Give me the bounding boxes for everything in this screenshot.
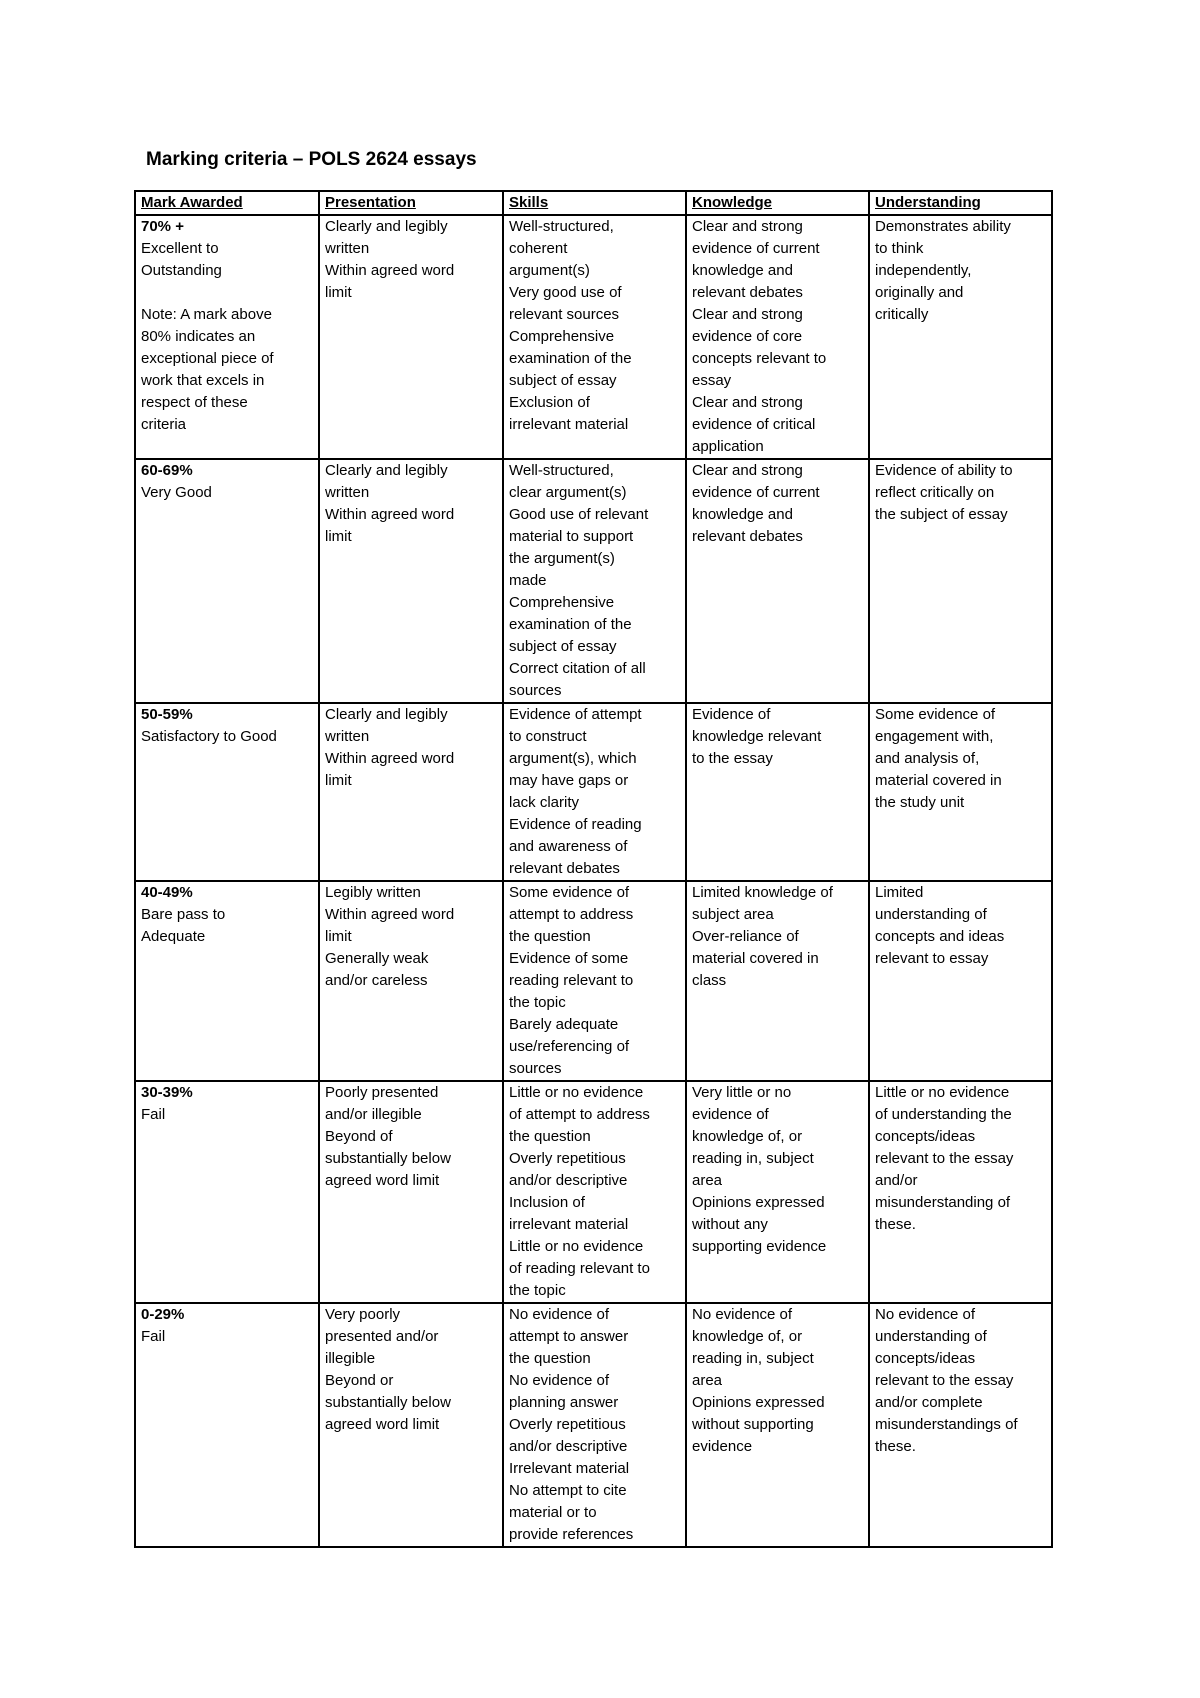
cell-line: and/or descriptive bbox=[509, 1438, 628, 1455]
understanding-cell bbox=[869, 215, 1052, 459]
cell-line: Evidence of ability to bbox=[875, 462, 1013, 479]
cell-line: Over-reliance of bbox=[692, 928, 799, 945]
table-row bbox=[135, 703, 1052, 881]
cell-line: without supporting bbox=[692, 1416, 814, 1433]
cell-line: agreed word limit bbox=[325, 1172, 440, 1189]
cell-line: Well-structured, bbox=[509, 462, 614, 479]
presentation-cell bbox=[319, 881, 503, 1081]
cell-line: of reading relevant to bbox=[509, 1260, 650, 1277]
presentation-cell bbox=[319, 1081, 503, 1303]
cell-line: material to support bbox=[509, 528, 634, 545]
cell-line: the subject of essay bbox=[875, 506, 1008, 523]
cell-line: Very good use of bbox=[509, 284, 622, 301]
mark-awarded-cell bbox=[135, 1081, 319, 1303]
cell-line: knowledge and bbox=[692, 506, 793, 523]
cell-line: evidence of bbox=[692, 1106, 769, 1123]
cell-line: concepts/ideas bbox=[875, 1350, 976, 1367]
cell-line: Fail bbox=[141, 1328, 166, 1345]
cell-line: provide references bbox=[509, 1526, 634, 1543]
header-skills: Skills bbox=[503, 191, 686, 215]
cell-line: 60-69% bbox=[141, 462, 193, 479]
cell-line: Beyond or bbox=[325, 1372, 394, 1389]
cell-line: sources bbox=[509, 682, 562, 699]
cell-line: 40-49% bbox=[141, 884, 193, 901]
cell-line: criteria bbox=[141, 416, 187, 433]
cell-line: relevant debates bbox=[509, 860, 620, 877]
cell-line: clear argument(s) bbox=[509, 484, 627, 501]
cell-line: Limited knowledge of bbox=[692, 884, 833, 901]
cell-line: Clearly and legibly bbox=[325, 706, 448, 723]
cell-line: the topic bbox=[509, 994, 566, 1011]
cell-line: Within agreed word bbox=[325, 262, 455, 279]
mark-awarded-cell bbox=[135, 703, 319, 881]
cell-line: Irrelevant material bbox=[509, 1460, 630, 1477]
understanding-cell bbox=[869, 459, 1052, 703]
cell-line: class bbox=[692, 972, 727, 989]
cell-line: Very little or no bbox=[692, 1084, 792, 1101]
cell-line: without any bbox=[692, 1216, 768, 1233]
mark-awarded-cell bbox=[135, 459, 319, 703]
cell-line: subject area bbox=[692, 906, 774, 923]
cell-line: relevant debates bbox=[692, 284, 803, 301]
cell-line: argument(s), which bbox=[509, 750, 637, 767]
cell-line: Evidence of attempt bbox=[509, 706, 642, 723]
header-presentation: Presentation bbox=[319, 191, 503, 215]
knowledge-cell bbox=[686, 881, 869, 1081]
cell-line: relevant to the essay bbox=[875, 1372, 1014, 1389]
cell-line: Within agreed word bbox=[325, 506, 455, 523]
cell-line: irrelevant material bbox=[509, 1216, 629, 1233]
cell-line: use/referencing of bbox=[509, 1038, 630, 1055]
cell-line: Little or no evidence bbox=[875, 1084, 1010, 1101]
cell-line: area bbox=[692, 1372, 723, 1389]
cell-line: Note: A mark above bbox=[141, 306, 272, 323]
cell-line: subject of essay bbox=[509, 638, 617, 655]
cell-line: the question bbox=[509, 1128, 591, 1145]
cell-line: independently, bbox=[875, 262, 972, 279]
cell-line: knowledge of, or bbox=[692, 1328, 803, 1345]
cell-line: Clearly and legibly bbox=[325, 218, 448, 235]
cell-line: attempt to answer bbox=[509, 1328, 629, 1345]
cell-line: and analysis of, bbox=[875, 750, 980, 767]
presentation-cell bbox=[319, 215, 503, 459]
presentation-cell bbox=[319, 459, 503, 703]
mark-awarded-cell bbox=[135, 881, 319, 1081]
cell-line: Evidence of reading bbox=[509, 816, 642, 833]
knowledge-cell bbox=[686, 215, 869, 459]
cell-line: Some evidence of bbox=[875, 706, 996, 723]
cell-line: material or to bbox=[509, 1504, 597, 1521]
cell-line: Inclusion of bbox=[509, 1194, 585, 1211]
cell-line: Little or no evidence bbox=[509, 1084, 644, 1101]
cell-line: 70% + bbox=[141, 218, 184, 235]
cell-line: attempt to address bbox=[509, 906, 634, 923]
cell-line: material covered in bbox=[875, 772, 1002, 789]
cell-line: reading relevant to bbox=[509, 972, 634, 989]
cell-line: subject of essay bbox=[509, 372, 617, 389]
cell-line: limit bbox=[325, 528, 352, 545]
cell-line: evidence of current bbox=[692, 484, 820, 501]
cell-line: Within agreed word bbox=[325, 906, 455, 923]
cell-line: Clearly and legibly bbox=[325, 462, 448, 479]
cell-line: planning answer bbox=[509, 1394, 619, 1411]
skills-cell bbox=[503, 1303, 686, 1547]
cell-line: Overly repetitious bbox=[509, 1416, 626, 1433]
header-knowledge: Knowledge bbox=[686, 191, 869, 215]
cell-line: and/or descriptive bbox=[509, 1172, 628, 1189]
cell-line: No evidence of bbox=[509, 1306, 610, 1323]
cell-line: and/or illegible bbox=[325, 1106, 422, 1123]
cell-line: No evidence of bbox=[875, 1306, 976, 1323]
knowledge-cell bbox=[686, 1081, 869, 1303]
cell-line: work that excels in bbox=[141, 372, 265, 389]
cell-line: of attempt to address bbox=[509, 1106, 650, 1123]
cell-line: Demonstrates ability bbox=[875, 218, 1011, 235]
knowledge-cell bbox=[686, 1303, 869, 1547]
cell-line bbox=[141, 282, 313, 304]
cell-line: Comprehensive bbox=[509, 594, 615, 611]
cell-line: essay bbox=[692, 372, 732, 389]
cell-line: Poorly presented bbox=[325, 1084, 439, 1101]
cell-line: 50-59% bbox=[141, 706, 193, 723]
cell-line: concepts and ideas bbox=[875, 928, 1005, 945]
cell-line: sources bbox=[509, 1060, 562, 1077]
cell-line: Very Good bbox=[141, 484, 212, 501]
cell-line: to think bbox=[875, 240, 924, 257]
skills-cell bbox=[503, 881, 686, 1081]
cell-line: Clear and strong bbox=[692, 218, 803, 235]
cell-line: No evidence of bbox=[692, 1306, 793, 1323]
cell-line: supporting evidence bbox=[692, 1238, 827, 1255]
cell-line: 0-29% bbox=[141, 1306, 185, 1323]
cell-line: concepts relevant to bbox=[692, 350, 827, 367]
cell-line: Opinions expressed bbox=[692, 1194, 825, 1211]
cell-line: and/or careless bbox=[325, 972, 428, 989]
marking-criteria-table bbox=[134, 190, 1053, 1548]
cell-line: Legibly written bbox=[325, 884, 421, 901]
cell-line: illegible bbox=[325, 1350, 376, 1367]
understanding-cell bbox=[869, 881, 1052, 1081]
cell-line: written bbox=[325, 728, 370, 745]
cell-line: substantially below bbox=[325, 1394, 451, 1411]
table-body bbox=[135, 215, 1052, 1547]
cell-line: limit bbox=[325, 928, 352, 945]
cell-line: exceptional piece of bbox=[141, 350, 274, 367]
presentation-cell bbox=[319, 1303, 503, 1547]
cell-line: evidence of current bbox=[692, 240, 820, 257]
cell-line: reflect critically on bbox=[875, 484, 995, 501]
mark-awarded-cell bbox=[135, 1303, 319, 1547]
cell-line: Very poorly bbox=[325, 1306, 401, 1323]
cell-line: Evidence of some bbox=[509, 950, 629, 967]
cell-line: the study unit bbox=[875, 794, 965, 811]
cell-line: and/or complete bbox=[875, 1394, 983, 1411]
cell-line: of understanding the bbox=[875, 1106, 1012, 1123]
cell-line: limit bbox=[325, 284, 352, 301]
header-understanding: Understanding bbox=[869, 191, 1052, 215]
cell-line: Overly repetitious bbox=[509, 1150, 626, 1167]
cell-line: Correct citation of all bbox=[509, 660, 646, 677]
skills-cell bbox=[503, 1081, 686, 1303]
cell-line: misunderstandings of bbox=[875, 1416, 1018, 1433]
mark-awarded-cell bbox=[135, 215, 319, 459]
cell-line: knowledge and bbox=[692, 262, 793, 279]
cell-line: Comprehensive bbox=[509, 328, 615, 345]
cell-line: No attempt to cite bbox=[509, 1482, 627, 1499]
cell-line: misunderstanding of bbox=[875, 1194, 1011, 1211]
cell-line: these. bbox=[875, 1216, 916, 1233]
cell-line: critically bbox=[875, 306, 929, 323]
cell-line: written bbox=[325, 484, 370, 501]
cell-line: Adequate bbox=[141, 928, 206, 945]
cell-line: Well-structured, bbox=[509, 218, 614, 235]
cell-line: Generally weak bbox=[325, 950, 429, 967]
cell-line: relevant to essay bbox=[875, 950, 989, 967]
cell-line: Limited bbox=[875, 884, 924, 901]
cell-line: Evidence of bbox=[692, 706, 771, 723]
cell-line: application bbox=[692, 438, 764, 455]
cell-line: the question bbox=[509, 1350, 591, 1367]
cell-line: relevant debates bbox=[692, 528, 803, 545]
cell-line: and/or bbox=[875, 1172, 918, 1189]
cell-line: No evidence of bbox=[509, 1372, 610, 1389]
cell-line: Clear and strong bbox=[692, 394, 803, 411]
understanding-cell bbox=[869, 703, 1052, 881]
cell-line: reading in, subject bbox=[692, 1350, 814, 1367]
table-row bbox=[135, 1303, 1052, 1547]
cell-line: the argument(s) bbox=[509, 550, 615, 567]
cell-line: understanding of bbox=[875, 906, 987, 923]
skills-cell bbox=[503, 459, 686, 703]
page-title: Marking criteria – POLS 2624 essays bbox=[146, 149, 477, 170]
cell-line: argument(s) bbox=[509, 262, 590, 279]
cell-line: 30-39% bbox=[141, 1084, 193, 1101]
cell-line: substantially below bbox=[325, 1150, 451, 1167]
understanding-cell bbox=[869, 1303, 1052, 1547]
skills-cell bbox=[503, 215, 686, 459]
cell-line: Good use of relevant bbox=[509, 506, 649, 523]
cell-line: knowledge relevant bbox=[692, 728, 822, 745]
cell-line: presented and/or bbox=[325, 1328, 439, 1345]
cell-line: coherent bbox=[509, 240, 568, 257]
cell-line: respect of these bbox=[141, 394, 248, 411]
cell-line: written bbox=[325, 240, 370, 257]
cell-line: Excellent to bbox=[141, 240, 219, 257]
cell-line: may have gaps or bbox=[509, 772, 629, 789]
table-header-row bbox=[135, 191, 1052, 215]
cell-line: examination of the bbox=[509, 350, 632, 367]
cell-line: Beyond of bbox=[325, 1128, 393, 1145]
cell-line: evidence bbox=[692, 1438, 753, 1455]
cell-line: engagement with, bbox=[875, 728, 994, 745]
cell-line: originally and bbox=[875, 284, 964, 301]
cell-line: Some evidence of bbox=[509, 884, 630, 901]
skills-cell bbox=[503, 703, 686, 881]
cell-line: concepts/ideas bbox=[875, 1128, 976, 1145]
cell-line: Little or no evidence bbox=[509, 1238, 644, 1255]
cell-line: these. bbox=[875, 1438, 916, 1455]
cell-line: relevant sources bbox=[509, 306, 620, 323]
cell-line: Satisfactory to Good bbox=[141, 728, 277, 745]
cell-line: 80% indicates an bbox=[141, 328, 256, 345]
cell-line: to construct bbox=[509, 728, 587, 745]
cell-line: made bbox=[509, 572, 547, 589]
cell-line: Within agreed word bbox=[325, 750, 455, 767]
understanding-cell bbox=[869, 1081, 1052, 1303]
knowledge-cell bbox=[686, 459, 869, 703]
cell-line: evidence of core bbox=[692, 328, 803, 345]
cell-line: Opinions expressed bbox=[692, 1394, 825, 1411]
cell-line: reading in, subject bbox=[692, 1150, 814, 1167]
cell-line: limit bbox=[325, 772, 352, 789]
table-row bbox=[135, 1081, 1052, 1303]
cell-line: the question bbox=[509, 928, 591, 945]
cell-line: Clear and strong bbox=[692, 306, 803, 323]
cell-line: Clear and strong bbox=[692, 462, 803, 479]
cell-line: Fail bbox=[141, 1106, 166, 1123]
cell-line: relevant to the essay bbox=[875, 1150, 1014, 1167]
cell-line: irrelevant material bbox=[509, 416, 629, 433]
cell-line: Exclusion of bbox=[509, 394, 590, 411]
cell-line: evidence of critical bbox=[692, 416, 816, 433]
header-mark-awarded: Mark Awarded bbox=[135, 191, 319, 215]
presentation-cell bbox=[319, 703, 503, 881]
cell-line: and awareness of bbox=[509, 838, 628, 855]
table-row bbox=[135, 215, 1052, 459]
cell-line: area bbox=[692, 1172, 723, 1189]
cell-line: the topic bbox=[509, 1282, 566, 1299]
cell-line: agreed word limit bbox=[325, 1416, 440, 1433]
table-row bbox=[135, 881, 1052, 1081]
cell-line: understanding of bbox=[875, 1328, 987, 1345]
cell-line: lack clarity bbox=[509, 794, 580, 811]
cell-line: Outstanding bbox=[141, 262, 222, 279]
cell-line: to the essay bbox=[692, 750, 773, 767]
knowledge-cell bbox=[686, 703, 869, 881]
cell-line: examination of the bbox=[509, 616, 632, 633]
cell-line: Barely adequate bbox=[509, 1016, 619, 1033]
cell-line: Bare pass to bbox=[141, 906, 226, 923]
cell-line: material covered in bbox=[692, 950, 819, 967]
table-row bbox=[135, 459, 1052, 703]
cell-line: knowledge of, or bbox=[692, 1128, 803, 1145]
